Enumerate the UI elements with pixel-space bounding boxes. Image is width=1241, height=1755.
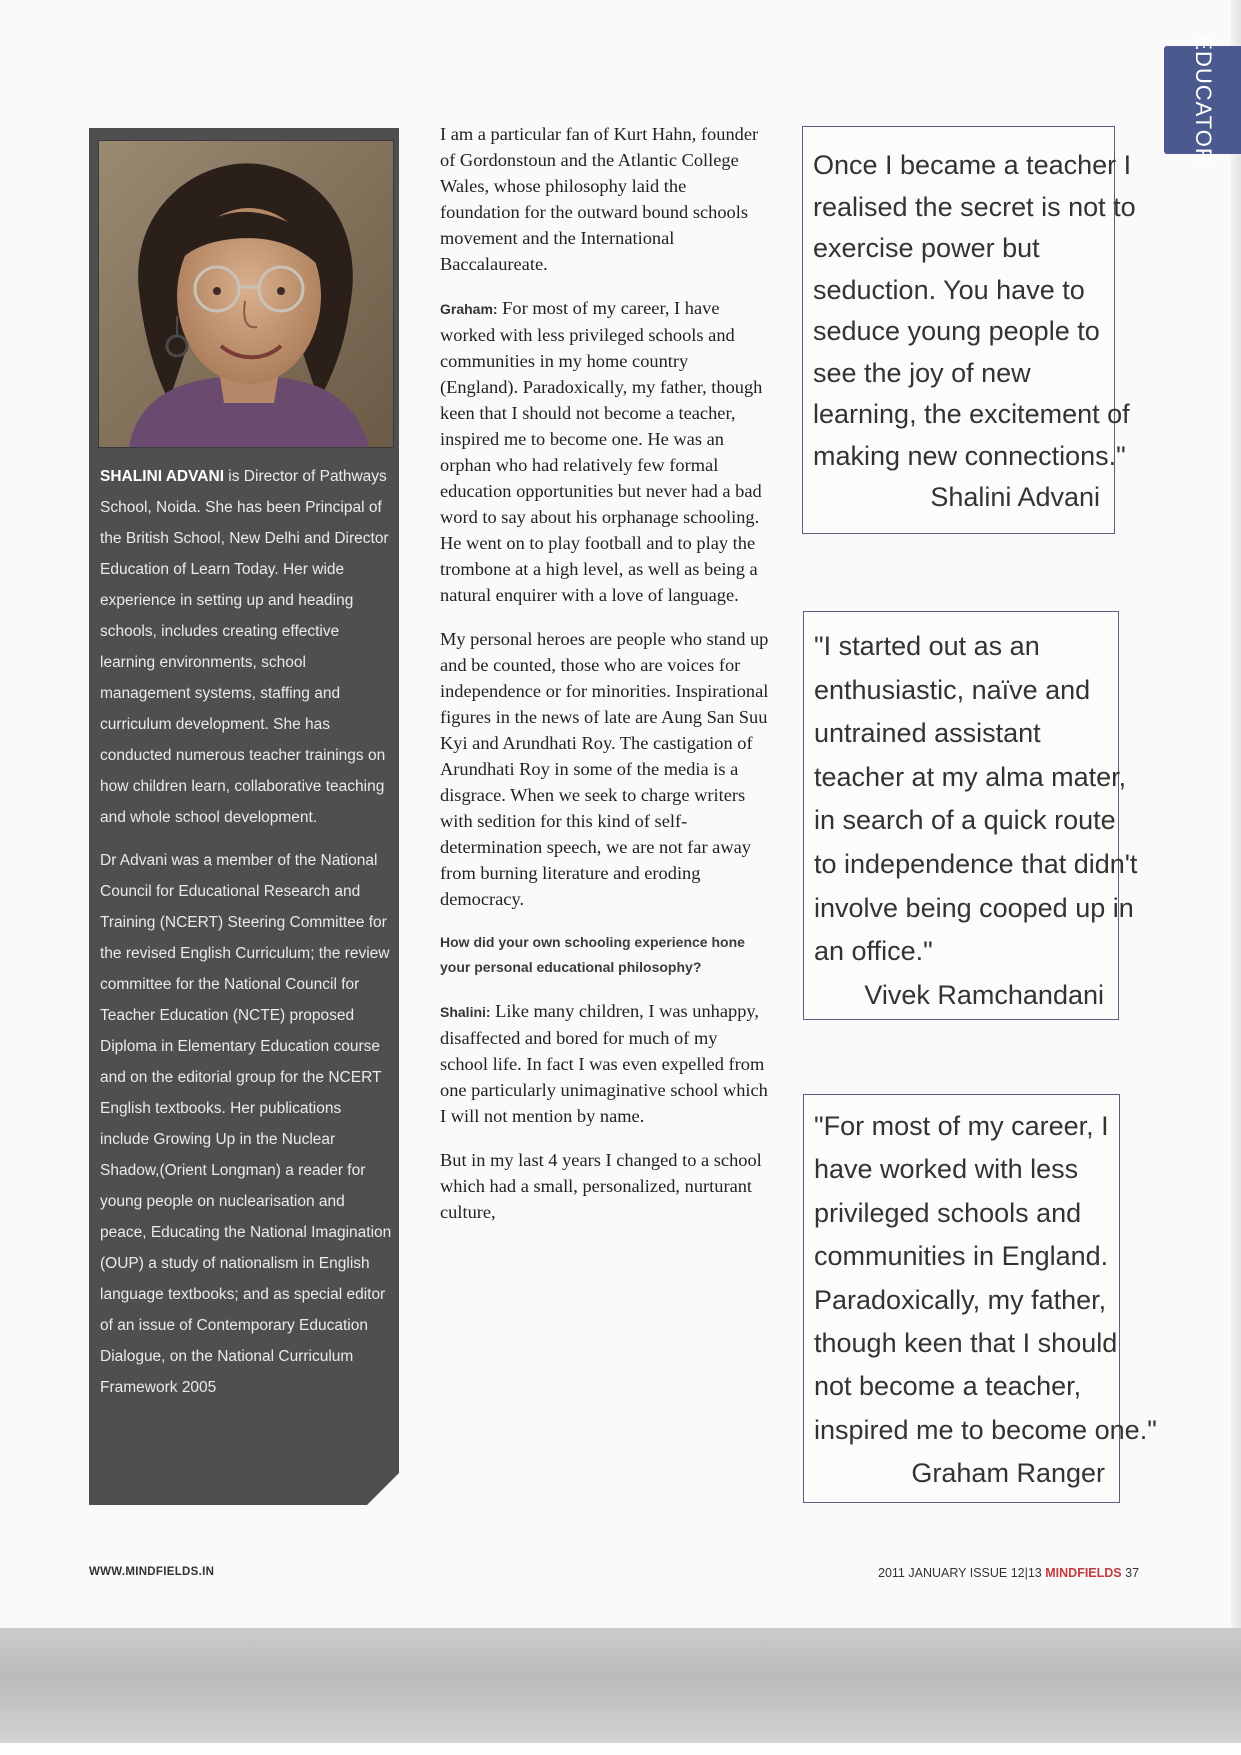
quote-line: learning, the excitement of xyxy=(813,399,1130,429)
quote-line: inspired me to become one." xyxy=(814,1414,1157,1445)
speaker-label: Shalini: xyxy=(440,1004,491,1020)
quote-line: exercise power but xyxy=(813,233,1040,263)
quote-line: have worked with less xyxy=(814,1154,1079,1185)
quote-line: "I started out as an xyxy=(814,631,1040,661)
footer-brand: MINDFIELDS xyxy=(1045,1566,1122,1580)
quote-line: Once I became a teacher I xyxy=(813,150,1132,180)
quote-line: seduction. You have to xyxy=(813,274,1085,305)
portrait-photo xyxy=(98,140,394,448)
article-paragraph-text: Like many children, I was unhappy, disaffected and bored for much of my school life. In fact I was even expelled from one particularly unimaginative school which I will not mention by name. xyxy=(440,1001,768,1126)
bio-paragraph-1 xyxy=(100,461,392,833)
quote-attribution: Shalini Advani xyxy=(930,482,1100,512)
article-column xyxy=(440,121,770,1243)
quote-line: an office." xyxy=(814,936,933,967)
article-paragraph-text: For most of my career, I have worked with less privileged schools and communities in my home country (England). Paradoxically, my father, though keen that I should not become a teacher, inspired me to become one. He was an orphan who had relatively few formal education opportunities but never had a bad word to say about his orphanage schooling. He went on to play football and to play the trombone at a high level, as well as being a natural enquirer with a love of language. xyxy=(440,298,763,605)
quote-attribution: Vivek Ramchandani xyxy=(864,979,1104,1010)
section-tab xyxy=(1164,35,1241,165)
footer-website: WWW.MINDFIELDS.IN xyxy=(89,1566,215,1578)
scan-edge xyxy=(1231,0,1241,1755)
scan-bottom-edge xyxy=(0,1743,1241,1755)
footer-issue-info xyxy=(878,1566,1139,1580)
quote-line: in search of a quick route xyxy=(814,805,1116,836)
article-paragraph: But in my last 4 years I changed to a school which had a small, personalized, nurturant culture, xyxy=(440,1150,762,1222)
article-paragraph xyxy=(440,295,770,608)
bio-name: SHALINI ADVANI xyxy=(100,468,224,485)
quote-line: seduce young people to xyxy=(813,316,1100,346)
quote-line: see the joy of new xyxy=(813,357,1031,388)
bio-text xyxy=(100,461,392,1415)
quote-line: making new connections." xyxy=(813,440,1126,471)
interview-question: How did your own schooling experience hone your personal educational philosophy? xyxy=(440,934,745,975)
article-paragraph: I am a particular fan of Kurt Hahn, founder of Gordonstoun and the Atlantic College Wales, whose philosophy laid the foundation for the outward bound schools movement and the International Baccalaureate. xyxy=(440,124,759,274)
speaker-label: Graham: xyxy=(440,301,498,317)
quote-line: though keen that I should xyxy=(814,1328,1118,1359)
quote-line: "For most of my career, I xyxy=(814,1111,1109,1141)
quote-line: to independence that didn't xyxy=(814,848,1138,879)
quote-line: teacher at my alma mater, xyxy=(814,761,1127,792)
article-paragraph xyxy=(440,998,770,1129)
footer-issue: 2011 JANUARY ISSUE 12|13 xyxy=(878,1566,1042,1580)
article-paragraph: My personal heroes are people who stand up and be counted, those who are voices for independence or for minorities. Inspirational figures in the news of late are Aung San Suu Kyi and Arundhati Roy. The castigation of Arundhati Roy in some of the media is a disgrace. When we seek to charge writers with sedition for this kind of self-determination speech, we are not far away from burning literature and eroding democracy. xyxy=(440,629,769,909)
bio-paragraph-1-text: is Director of Pathways School, Noida. She has been Principal of the British School, New Delhi and Director Education of Learn Today. Her wide experience in setting up and heading schools, includes creating effective learning environments, school management systems, staffing and curriculum development. She has conducted numerous teacher trainings on how children learn, collaborative teaching and whole school development. xyxy=(100,468,389,826)
quote-line: communities in England. xyxy=(814,1241,1109,1272)
quote-attribution: Graham Ranger xyxy=(911,1458,1105,1489)
quote-line: untrained assistant xyxy=(814,718,1041,749)
quote-line: enthusiastic, naïve and xyxy=(814,674,1091,705)
pull-quote-graham xyxy=(803,1094,1157,1503)
section-tab-label: EDUCATOR xyxy=(1190,35,1216,165)
quote-line: involve being cooped up in xyxy=(814,892,1134,923)
quote-line: not become a teacher, xyxy=(814,1371,1082,1402)
page-number: 37 xyxy=(1125,1566,1140,1580)
portrait-illustration xyxy=(99,141,393,447)
quote-line: Paradoxically, my father, xyxy=(814,1284,1107,1315)
quote-line: realised the secret is not to xyxy=(813,191,1136,222)
pull-quote-shalini xyxy=(802,126,1136,534)
bio-paragraph-2: Dr Advani was a member of the National Council for Educational Research and Training (NCERT) Steering Committee for the revised English Curriculum; the review committee for the National Council for Teacher Education (NCTE) proposed Diploma in Elementary Education course and on the editorial group for the NCERT English textbooks. Her publications include Growing Up in the Nuclear Shadow,(Orient Longman) a reader for young people on nuclearisation and peace, Educating the National Imagination (OUP) a study of nationalism in English language textbooks; and as special editor of an issue of Contemporary Education Dialogue, on the National Curriculum Framework 2005 xyxy=(100,852,392,1396)
quote-line: privileged schools and xyxy=(814,1197,1082,1228)
scan-shadow-strip xyxy=(0,1628,1241,1755)
pull-quote-vivek xyxy=(803,611,1138,1020)
